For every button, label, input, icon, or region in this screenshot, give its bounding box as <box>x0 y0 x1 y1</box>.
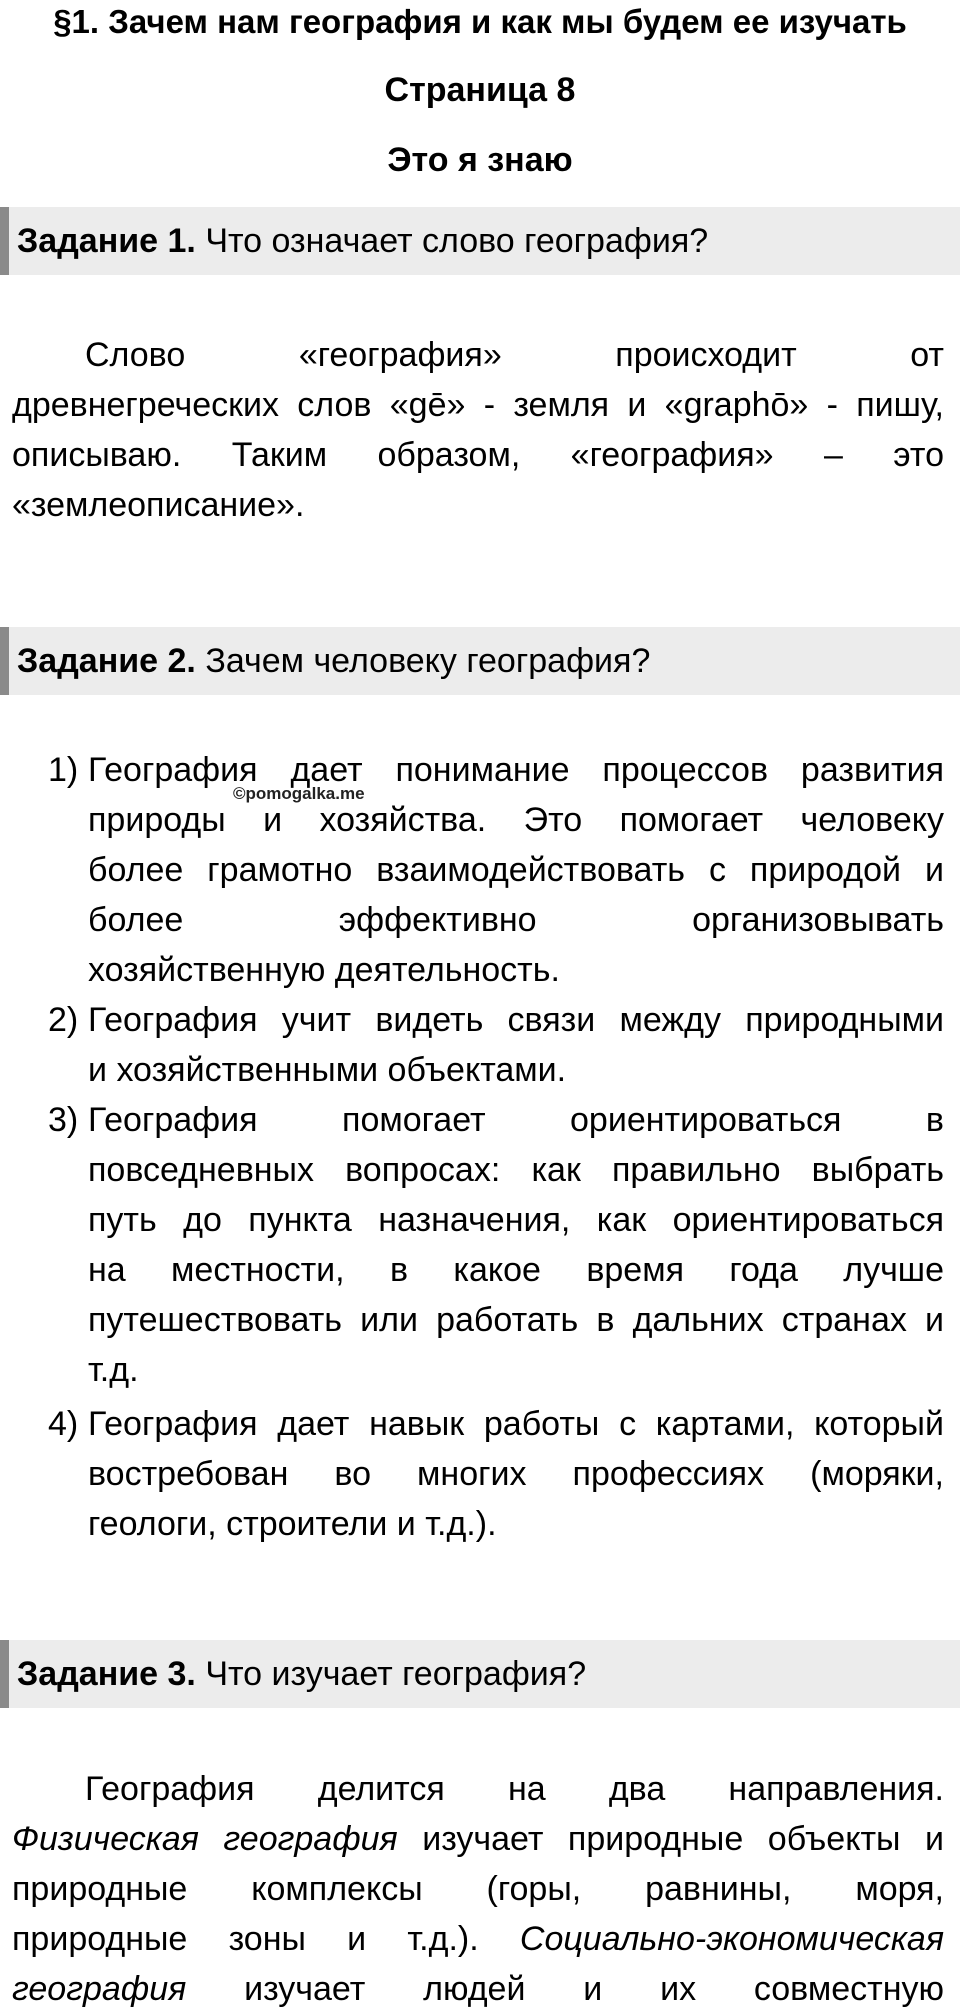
answer-line: Слово «география» происходит от <box>85 336 944 374</box>
task-3-answer <box>12 1764 944 2014</box>
task-3-question: Что изучает география? <box>205 1655 587 1693</box>
answer-line: природные зоны и т.д.). Социально-экономическая <box>12 1920 944 1958</box>
item-line: хозяйственную деятельность. <box>88 951 560 989</box>
item-line: на местности, в какое время года лучше <box>88 1251 944 1289</box>
item-line: География дает навык работы с картами, который <box>88 1405 944 1443</box>
answer-line: география изучает людей и их совместную <box>12 1970 944 2008</box>
answer-line: Физическая география изучает природные объекты и <box>12 1820 944 1858</box>
answer-line: древнегреческих слов «gē» - земля и «graphō» - пишу, <box>12 386 944 424</box>
list-item <box>0 995 960 1095</box>
task-3-header <box>0 1640 960 1708</box>
item-line: т.д. <box>88 1351 139 1389</box>
task-2-question: Зачем человеку география? <box>205 642 651 680</box>
item-line: востребован во многих профессиях (моряки, <box>88 1455 944 1493</box>
task-1-header <box>0 207 960 275</box>
item-line: География учит видеть связи между природными <box>88 1001 944 1039</box>
list-item <box>0 745 960 995</box>
answer-line: «землеописание». <box>12 486 305 524</box>
task-1-answer <box>12 330 944 530</box>
task-2-header <box>0 627 960 695</box>
section-title: Это я знаю <box>387 141 573 179</box>
item-line: путь до пункта назначения, как ориентироваться <box>88 1201 944 1239</box>
item-number: 1) <box>48 751 79 789</box>
list-item <box>0 1095 960 1395</box>
item-number: 2) <box>48 1001 79 1039</box>
item-number: 4) <box>48 1405 79 1443</box>
answer-line: География делится на два направления. <box>85 1770 944 1808</box>
task-1-label: Задание 1. <box>17 222 196 260</box>
item-line: природы и хозяйства. Это помогает человеку <box>88 801 944 839</box>
item-line: путешествовать или работать в дальних странах и <box>88 1301 944 1339</box>
task-1-question: Что означает слово география? <box>205 222 709 260</box>
page-number: Страница 8 <box>384 71 576 109</box>
watermark: ©pomogalka.me <box>233 784 365 803</box>
answer-line: описываю. Таким образом, «география» – это <box>12 436 944 474</box>
task-3-label: Задание 3. <box>17 1655 196 1693</box>
answer-line: природные комплексы (горы, равнины, моря, <box>12 1870 944 1908</box>
item-line: геологи, строители и т.д.). <box>88 1505 497 1543</box>
task-2-list <box>0 745 960 1549</box>
item-line: и хозяйственными объектами. <box>88 1051 567 1089</box>
item-line: повседневных вопросах: как правильно выбрать <box>88 1151 944 1189</box>
item-line: География помогает ориентироваться в <box>88 1101 944 1139</box>
item-line: более грамотно взаимодействовать с природой и <box>88 851 944 889</box>
item-line: География дает понимание процессов развития <box>88 751 944 789</box>
list-item <box>0 1399 960 1549</box>
chapter-title: §1. Зачем нам география и как мы будем ее изучать <box>53 3 907 40</box>
task-2-label: Задание 2. <box>17 642 196 680</box>
item-number: 3) <box>48 1101 79 1139</box>
item-line: более эффективно организовывать <box>88 901 944 939</box>
